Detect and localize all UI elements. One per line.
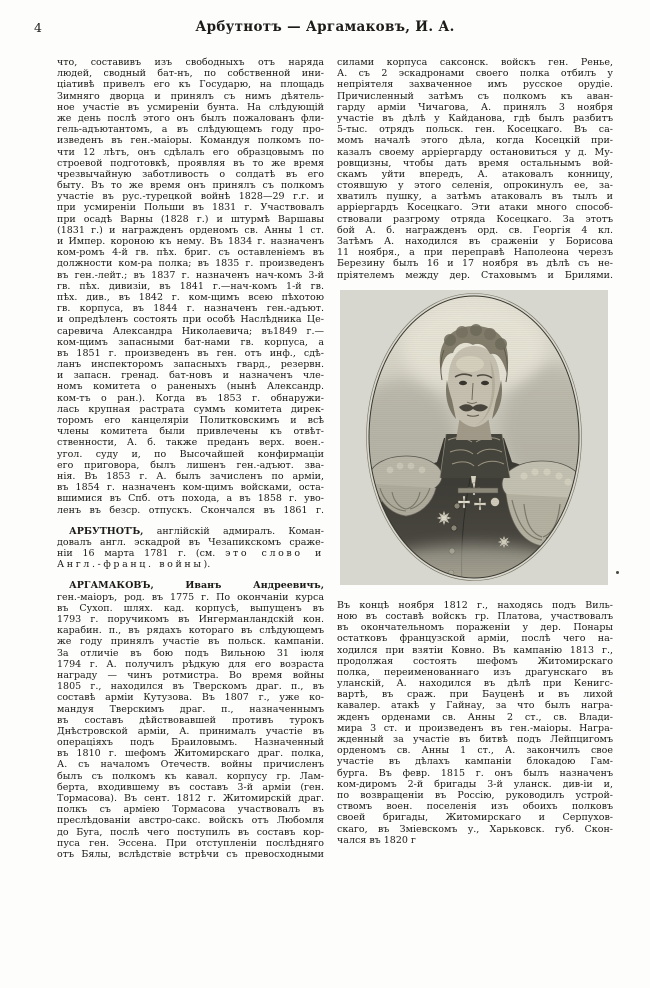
running-header: Арбутнотъ — Аргамаковъ, И. А. (195, 19, 455, 35)
text-line: орденомъ св. Анны 1 ст., А. закончилъ свое (337, 745, 613, 757)
text-line: стоявшую у этого селенія, опрокинулъ ее, за- (337, 180, 613, 192)
text-line: его приговора, былъ лишенъ ген.-адъют. зва- (57, 459, 324, 471)
text-line: 1805 г., находился въ Тверскомъ драг. п., въ (57, 681, 324, 693)
text-line: остатковъ французской арміи, послѣ чего на- (337, 633, 613, 645)
text-line: ген.-маіоръ, род. въ 1775 г. По окончаніи курса (57, 591, 324, 603)
text-line: въ 1851 г. произведенъ въ ген. отъ инф., сдѣ- (57, 347, 324, 359)
text-line: 1793 г. поручикомъ въ Ингерманландскій кон. (57, 614, 324, 625)
text-line: составѣ арміи Кутузова. Въ 1807 г., уже ко- (57, 692, 324, 704)
text-line: ствовали разгрому отряда Косецкаго. За этотъ (337, 213, 613, 225)
text-line: ленъ въ безср. отпускъ. Скончался въ 1861 г. (57, 504, 324, 516)
portrait-figure (340, 290, 613, 585)
text-line: вшимися въ Спб. отъ похода, а въ 1858 г. уво- (57, 493, 324, 505)
text-line: гв. пѣх. дивизіи, въ 1841 г.—нач-комъ 1-й гв. (57, 280, 324, 292)
text-line: же день послѣ этого онъ былъ пожалованъ фли- (57, 112, 324, 124)
print-speck (616, 571, 619, 574)
text-line: АРБУТНОТЪ, англійскій адмиралъ. Коман- (69, 525, 324, 537)
text-line: А. съ 2 эскадронами своего полка отбилъ у (337, 68, 613, 80)
text-line: силами корпуса саксонск. войскъ ген. Ренье, (337, 57, 613, 68)
text-line: чрезвычайную заботливость о солдатѣ въ его (57, 168, 324, 180)
text-line: ланъ инспекторомъ запасныхъ гвард., резервн. (57, 359, 324, 371)
text-line: угол. суду и, по Высочайшей конфирмаціи (57, 448, 324, 460)
text-line: непріятеля захваченное имъ русское орудіе. (337, 79, 613, 91)
paragraph (57, 580, 324, 860)
text-line: торомъ его канцеляріи Политковскимъ и всѣ (57, 415, 324, 426)
paragraph (57, 526, 324, 571)
text-line: Причисленный затѣмъ съ полкомъ къ аван- (337, 90, 613, 102)
text-line: при усмиреніи Польши въ 1831 г. Участвовалъ (57, 202, 324, 214)
text-line: ровщизны, чтобы дать время остальнымъ вой- (337, 157, 613, 169)
text-line: скаго, въ Зміевскомъ у., Харьковск. губ. Скон- (337, 823, 613, 835)
text-line: Днѣстровской арміи, А. принималъ участіе въ (57, 725, 324, 737)
text-line: полкъ съ арміею Тормасова участвовалъ въ (57, 804, 324, 816)
text-line: ціативѣ привелъ его къ Государю, на площадь (57, 79, 324, 91)
text-line: пріятелемъ между дер. Стаховымъ и Брилями. (337, 269, 613, 281)
text-line: ственности, А. б. также преданъ верх. воен.- (57, 437, 324, 449)
text-line: въ 1810 г. шефомъ Житомирскаго драг. полка, (57, 748, 324, 760)
text-line: и опредѣленъ состоять при особѣ Наслѣдника Це- (57, 314, 324, 326)
paragraph (337, 600, 613, 846)
text-line: казалъ своему арріергарду остановиться у д. Му- (337, 146, 613, 158)
text-line: ною въ составѣ войскъ гр. Платова, участвовалъ (337, 610, 613, 622)
text-line: довалъ англ. эскадрой въ Чезапикскомъ сраже- (57, 536, 324, 548)
text-line: въ окончательномъ пораженіи у дер. Понары (337, 622, 613, 634)
text-line: карабин. п., въ рядахъ котораго въ слѣдующемъ (57, 625, 324, 637)
text-line: А. съ началомъ Отечеств. войны причисленъ (57, 759, 324, 771)
text-line: кавалер. атакѣ у Гайнау, за что былъ награ- (337, 700, 613, 712)
text-line: бурга. Въ февр. 1815 г. онъ былъ назначенъ (337, 767, 613, 779)
text-line: берта, входившему въ составъ 3-й арміи (ген. (57, 781, 324, 793)
text-line: строевой подготовкѣ, проявляя въ то же время (57, 157, 324, 169)
text-line: гв. корпуса, въ 1844 г. назначенъ ген.-адъют. (57, 303, 324, 315)
text-line: уланскій, А. находился въ дѣлѣ при Кенигс- (337, 678, 613, 690)
text-line: пѣх. див., въ 1842 г. ком-щимъ всею пѣхотою (57, 291, 324, 303)
text-line: За отличіе въ бою подъ Вильною 31 іюля (57, 647, 324, 659)
paragraph (337, 57, 613, 281)
text-line: чти 12 лѣтъ, онъ сдѣлалъ его образцовымъ по (57, 146, 324, 158)
text-line: (1831 г.) и награжденъ орденомъ св. Анны 1 ст. (57, 224, 324, 236)
text-line: людей, сводный бат-нъ, по собственной ини- (57, 68, 324, 80)
text-line: былъ съ полкомъ къ кавал. корпусу гр. Лам- (57, 770, 324, 782)
text-line: до Буга, послѣ чего поступилъ въ составъ кор- (57, 826, 324, 838)
text-line: участіе въ рус.-турецкой войнѣ 1828—29 г.г. и (57, 191, 324, 203)
text-line: жденный за участіе въ битвѣ подъ Лейпцигомъ (337, 734, 613, 745)
page-number: 4 (34, 20, 42, 35)
text-line: хватилъ пушку, а затѣмъ атаковалъ въ тылъ и (337, 191, 613, 203)
text-line: мандуя Тверскимъ драг. п., назначеннымъ (57, 703, 324, 715)
text-line: Березину былъ 16 и 17 ноября въ дѣлѣ съ не- (337, 258, 613, 270)
text-line: АРГАМАКОВЪ, Иванъ Андреевичъ, (69, 580, 324, 592)
text-line: по возвращеніи въ Россію, руководилъ устрой- (337, 789, 613, 801)
text-line: быту. Въ то же время онъ принялъ съ полкомъ (57, 180, 324, 192)
paragraph (57, 57, 324, 516)
text-line: ное участіе въ усмиреніи бунта. На слѣдующій (57, 101, 324, 113)
text-column-left (57, 57, 324, 860)
text-line: нія. Въ 1853 г. А. былъ зачисленъ по арміи, (57, 470, 324, 482)
text-line: въ Сухоп. шлях. кад. корпусѣ, выпущенъ въ (57, 602, 324, 614)
text-line: 11 ноября., а при переправѣ Наполеона черезъ (337, 247, 613, 259)
text-line: 5-тыс. отрядъ польск. ген. Косецкаго. Въ са- (337, 124, 613, 136)
text-line: Зимняго дворца и принялъ съ нимъ дѣятель- (57, 90, 324, 102)
text-line: участіе въ дѣлѣ у Кайданова, гдѣ былъ разбитъ (337, 112, 613, 124)
text-line: въ ген.-лейт.; въ 1837 г. назначенъ нач-комъ 3-й (57, 269, 324, 281)
text-column-right (337, 57, 613, 846)
text-line: саревича Александра Николаевича; въ1849 г.— (57, 325, 324, 337)
text-line: Затѣмъ А. находился въ сраженіи у Борисова (337, 236, 613, 247)
text-line: при осадѣ Варны (1828 г.) и штурмѣ Варшавы (57, 213, 324, 225)
text-line: награду — чинъ ротмистра. Во время войны (57, 669, 324, 681)
text-line: ком-ромъ 4-й гв. пѣх. бриг. съ оставленіемъ въ (57, 247, 324, 259)
text-line: номъ комитета о раненыхъ (нынѣ Александр. (57, 381, 324, 393)
text-line: въ 1854 г. назначенъ ком-щимъ войсками, оста- (57, 482, 324, 494)
text-line: въ составъ дѣйствовавшей противъ турокъ (57, 714, 324, 726)
text-line: продолжая состоять шефомъ Житомирскаго (337, 655, 613, 667)
text-line: 1794 г. А. получилъ рѣдкую для его возраста (57, 658, 324, 670)
text-line: преслѣдованіи австро-сакс. войскъ отъ Любомля (57, 815, 324, 827)
portrait-engraving (340, 290, 608, 585)
text-line: ходился при взятіи Ковно. Въ кампанію 1813 г., (337, 644, 613, 656)
text-line: гель-адъютантомъ, а въ слѣдующемъ году про- (57, 124, 324, 136)
text-line: мира 3 ст. и произведенъ въ ген.-маіоры. Награ- (337, 722, 613, 734)
text-line: вартѣ, въ сраж. при Бауценѣ и въ лихой (337, 689, 613, 701)
text-line: бой А. б. награжденъ орд. св. Георгія 4 кл. (337, 224, 613, 236)
text-line: отъ Бялы, вслѣдствіе встрѣчи съ превосходными (57, 848, 324, 860)
text-line: Въ концѣ ноября 1812 г., находясь подъ Виль- (337, 599, 613, 611)
text-line: и запасн. гренад. бат-новъ и назначенъ чле- (57, 370, 324, 382)
text-line: момъ началѣ этого дѣла, когда Косецкій при- (337, 135, 613, 147)
text-line: скамъ уйти впередъ, А. атаковалъ конницу, (337, 168, 613, 180)
text-line: пуса ген. Эссена. При отступленіи послѣдняго (57, 837, 324, 849)
text-line: изведенъ въ ген.-маіоры. Командуя полкомъ по- (57, 135, 324, 147)
text-line: ніи 16 марта 1781 г. (см. это слово и (57, 548, 324, 560)
text-line: жденъ орденами св. Анны 2 ст., св. Влади- (337, 711, 613, 723)
text-line: что, составивъ изъ свободныхъ отъ наряда (57, 57, 324, 68)
text-line: и Импер. короною къ нему. Въ 1834 г. назначенъ (57, 236, 324, 247)
text-line: своей бригады, Житомирскаго и Серпухов- (337, 812, 613, 824)
text-line: должности ком-ра полка; въ 1835 г. произведенъ (57, 258, 324, 270)
text-line: ком-тъ о ран.). Когда въ 1853 г. обнаружи- (57, 392, 324, 404)
text-line: полка, переименованнаго изъ драгунскаго въ (337, 666, 613, 678)
text-line: ком-диромъ 2-й бригады 3-й уланск. див-іи и, (337, 778, 613, 790)
text-line: чался въ 1820 г (337, 834, 416, 846)
text-line: Англ.-франц. войны). (57, 559, 211, 571)
text-line: гарду арміи Чичагова, А. принялъ 3 ноября (337, 101, 613, 113)
text-line: члены комитета были привлечены къ отвѣт- (57, 426, 324, 438)
text-line: арріергардъ Косецкаго. Эти атаки много способ- (337, 202, 613, 214)
text-line: ствомъ воен. поселенія изъ обоихъ полковъ (337, 801, 613, 813)
text-line: же году принялъ участіе въ польск. кампаніи. (57, 636, 324, 648)
text-line: Тормасова). Въ сент. 1812 г. Житомирскій драг. (57, 793, 324, 804)
text-line: участіе въ дѣлахъ кампаніи блокадою Гам- (337, 756, 613, 768)
text-line: лась крупная растрата суммъ комитета дирек- (57, 403, 324, 415)
text-line: ком-щимъ запасными бат-нами гв. корпуса, а (57, 336, 324, 348)
text-line: операціяхъ подъ Браиловымъ. Назначенный (57, 737, 324, 749)
